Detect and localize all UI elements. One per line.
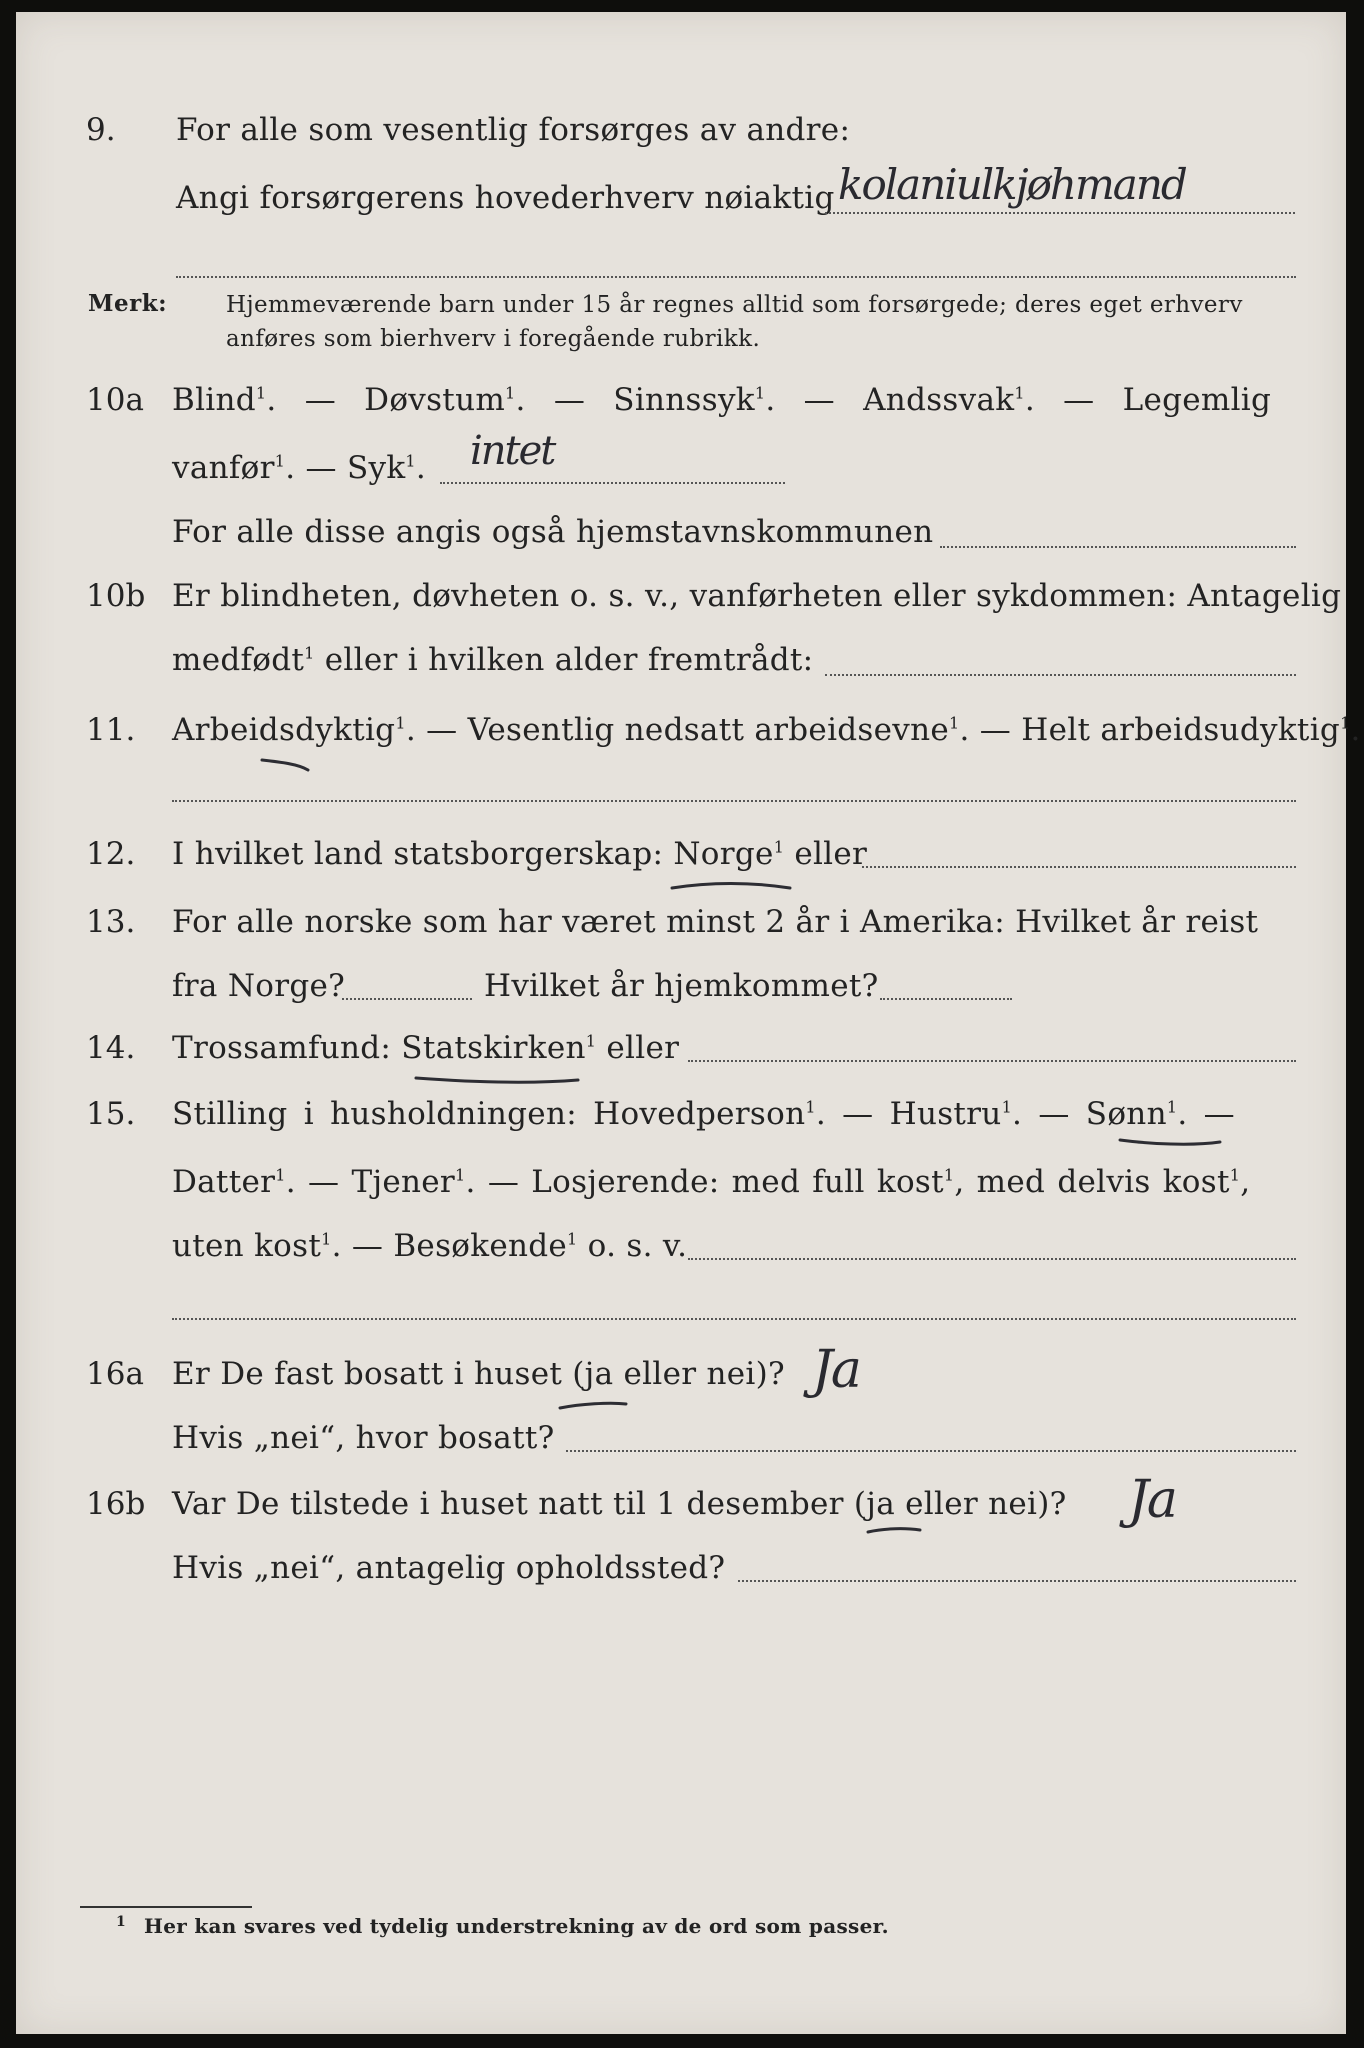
option-sonn: . — Sønn bbox=[1012, 1096, 1167, 1132]
footnote-ref: 1 bbox=[255, 383, 267, 403]
underline-statskirken bbox=[416, 1078, 578, 1082]
q10b-line1: Er blindheten, døvheten o. s. v., vanførheten eller sykdommen: Antagelig bbox=[172, 578, 1342, 614]
footnote-ref: 1 bbox=[405, 451, 416, 471]
option-vanfor: vanfør bbox=[172, 450, 275, 486]
q9-handwritten-answer: kolaniulkjøhmand bbox=[838, 160, 1186, 209]
option-tjener: . — Tjener bbox=[285, 1164, 456, 1200]
option-hustru: . — Hustru bbox=[815, 1096, 1002, 1132]
option-besokende: . — Besøkende bbox=[331, 1228, 568, 1264]
q9-line2: Angi forsørgerens hovederhverv nøiaktig bbox=[176, 180, 835, 216]
footnote-ref: 1 bbox=[455, 1165, 466, 1185]
option-sinnssyk: . — Sinnssyk bbox=[515, 382, 755, 418]
option-udyktig: . — Helt arbeidsudyktig bbox=[959, 712, 1341, 748]
q10a-line3: For alle disse angis også hjemstavnskommunen bbox=[172, 514, 934, 550]
option-norge: I hvilket land statsborgerskap: Norge bbox=[172, 836, 774, 872]
footnote-ref: 1 bbox=[1340, 713, 1351, 733]
footnote-ref: 1 bbox=[1001, 1097, 1013, 1117]
q10a-handwritten-answer: intet bbox=[470, 428, 555, 474]
q16a-line2: Hvis „nei“, hvor bosatt? bbox=[172, 1420, 555, 1456]
footnote-ref: 1 bbox=[304, 643, 315, 663]
merk-line1: Hjemmeværende barn under 15 år regnes alltid som forsørgede; deres eget erhverv bbox=[226, 292, 1243, 318]
option-statskirken: Trossamfund: Statskirken bbox=[172, 1030, 586, 1066]
footnote-ref: 1 bbox=[567, 1229, 578, 1249]
q14-line1: Trossamfund: Statskirken$^1$ eller bbox=[172, 1030, 680, 1066]
footnote-ref: 1 bbox=[943, 1165, 955, 1185]
footnote-ref: 1 bbox=[505, 383, 516, 403]
option-syk: . — Syk bbox=[285, 450, 406, 486]
option-dovstum: . — Døvstum bbox=[266, 382, 506, 418]
item-number-14: 14. bbox=[86, 1030, 136, 1066]
underline-norge bbox=[672, 884, 790, 889]
q9-line1: For alle som vesentlig forsørges av andre: bbox=[176, 112, 851, 148]
item-number-12: 12. bbox=[86, 836, 136, 872]
option-uten-kost: uten kost bbox=[172, 1228, 322, 1264]
q16b-line2: Hvis „nei“, antagelig opholdssted? bbox=[172, 1550, 726, 1586]
option-delvis-kost: , med delvis kost bbox=[954, 1164, 1230, 1200]
q16a-line1: Er De fast bosatt i huset (ja eller nei)? bbox=[172, 1356, 785, 1392]
option-andssvak: . — Andssvak bbox=[765, 382, 1015, 418]
underline-arbeidsdyktig bbox=[262, 760, 308, 770]
q11-line1: Arbeidsdyktig$^1$. — Vesentlig nedsatt arbeidsevne$^1$. — Helt arbeidsudyktig$^1$. bbox=[172, 712, 1361, 748]
q15-line1: Stilling i husholdningen: Hovedperson$^1$. — Hustru$^1$. — Sønn$^1$. — bbox=[172, 1096, 1235, 1132]
item-number-16b: 16b bbox=[86, 1486, 146, 1522]
footnote-ref: 1 bbox=[1166, 1097, 1178, 1117]
item-number-13: 13. bbox=[86, 904, 136, 940]
q13-line2a: fra Norge? bbox=[172, 968, 346, 1004]
footnote-rule bbox=[80, 1906, 252, 1908]
footnote-ref: 1 bbox=[1229, 1165, 1241, 1185]
footnote-ref: 1 bbox=[275, 1165, 286, 1185]
option-hovedperson: Stilling i husholdningen: Hovedperson bbox=[172, 1096, 806, 1132]
option-medfodt: medfødt bbox=[172, 642, 305, 678]
footnote-mark: 1 bbox=[116, 1914, 127, 1930]
footnote-ref: 1 bbox=[754, 383, 766, 403]
q16a-handwritten-answer: Ja bbox=[812, 1340, 860, 1400]
q16b-handwritten-answer: Ja bbox=[1128, 1470, 1176, 1530]
option-arbeidsdyktig: Arbeidsdyktig bbox=[172, 712, 396, 748]
q15-line3: uten kost$^1$. — Besøkende$^1$ o. s. v. bbox=[172, 1228, 688, 1264]
underline-sonn bbox=[1120, 1140, 1220, 1144]
footnote-ref: 1 bbox=[321, 1229, 332, 1249]
footnote-ref: 1 bbox=[395, 713, 406, 733]
footnote-ref: 1 bbox=[585, 1031, 597, 1051]
underline-ja-16b bbox=[868, 1529, 920, 1532]
footnote-ref: 1 bbox=[949, 713, 960, 733]
footnote-ref: 1 bbox=[773, 837, 785, 857]
footnote-ref: 1 bbox=[805, 1097, 816, 1117]
item-number-9: 9. bbox=[86, 112, 116, 148]
merk-line2: anføres som bierhverv i foregående rubrikk. bbox=[226, 326, 761, 352]
q12-line1: I hvilket land statsborgerskap: Norge$^1$ eller bbox=[172, 836, 868, 872]
footnote-ref: 1 bbox=[274, 451, 286, 471]
q15-line2: Datter$^1$. — Tjener$^1$. — Losjerende: med full kost$^1$, med delvis kost$^1$, bbox=[172, 1164, 1251, 1200]
merk-label: Merk: bbox=[88, 290, 168, 317]
q13-line2b: Hvilket år hjemkommet? bbox=[484, 968, 879, 1004]
q10b-line2: medfødt$^1$ eller i hvilken alder fremtrådt: bbox=[172, 642, 814, 678]
underline-ja-16a bbox=[560, 1403, 626, 1408]
option-nedsatt: . — Vesentlig nedsatt arbeidsevne bbox=[405, 712, 950, 748]
option-legemlig: . — Legemlig bbox=[1024, 382, 1272, 418]
item-number-15: 15. bbox=[86, 1096, 136, 1132]
q10a-line2: vanfør$^1$. — Syk$^1$. bbox=[172, 450, 427, 486]
q16b-line1: Var De tilstede i huset natt til 1 desember (ja eller nei)? bbox=[172, 1486, 1067, 1522]
option-blind: Blind bbox=[172, 382, 256, 418]
footnote-text: Her kan svares ved tydelig understrekning av de ord som passer. bbox=[144, 1914, 889, 1938]
item-number-10b: 10b bbox=[86, 578, 146, 614]
item-number-11: 11. bbox=[86, 712, 136, 748]
option-full-kost: . — Losjerende: med full kost bbox=[465, 1164, 944, 1200]
footnote-ref: 1 bbox=[1014, 383, 1025, 403]
item-number-10a: 10a bbox=[86, 382, 144, 418]
option-datter: Datter bbox=[172, 1164, 276, 1200]
item-number-16a: 16a bbox=[86, 1356, 144, 1392]
q13-line1: For alle norske som har været minst 2 år i Amerika: Hvilket år reist bbox=[172, 904, 1259, 940]
